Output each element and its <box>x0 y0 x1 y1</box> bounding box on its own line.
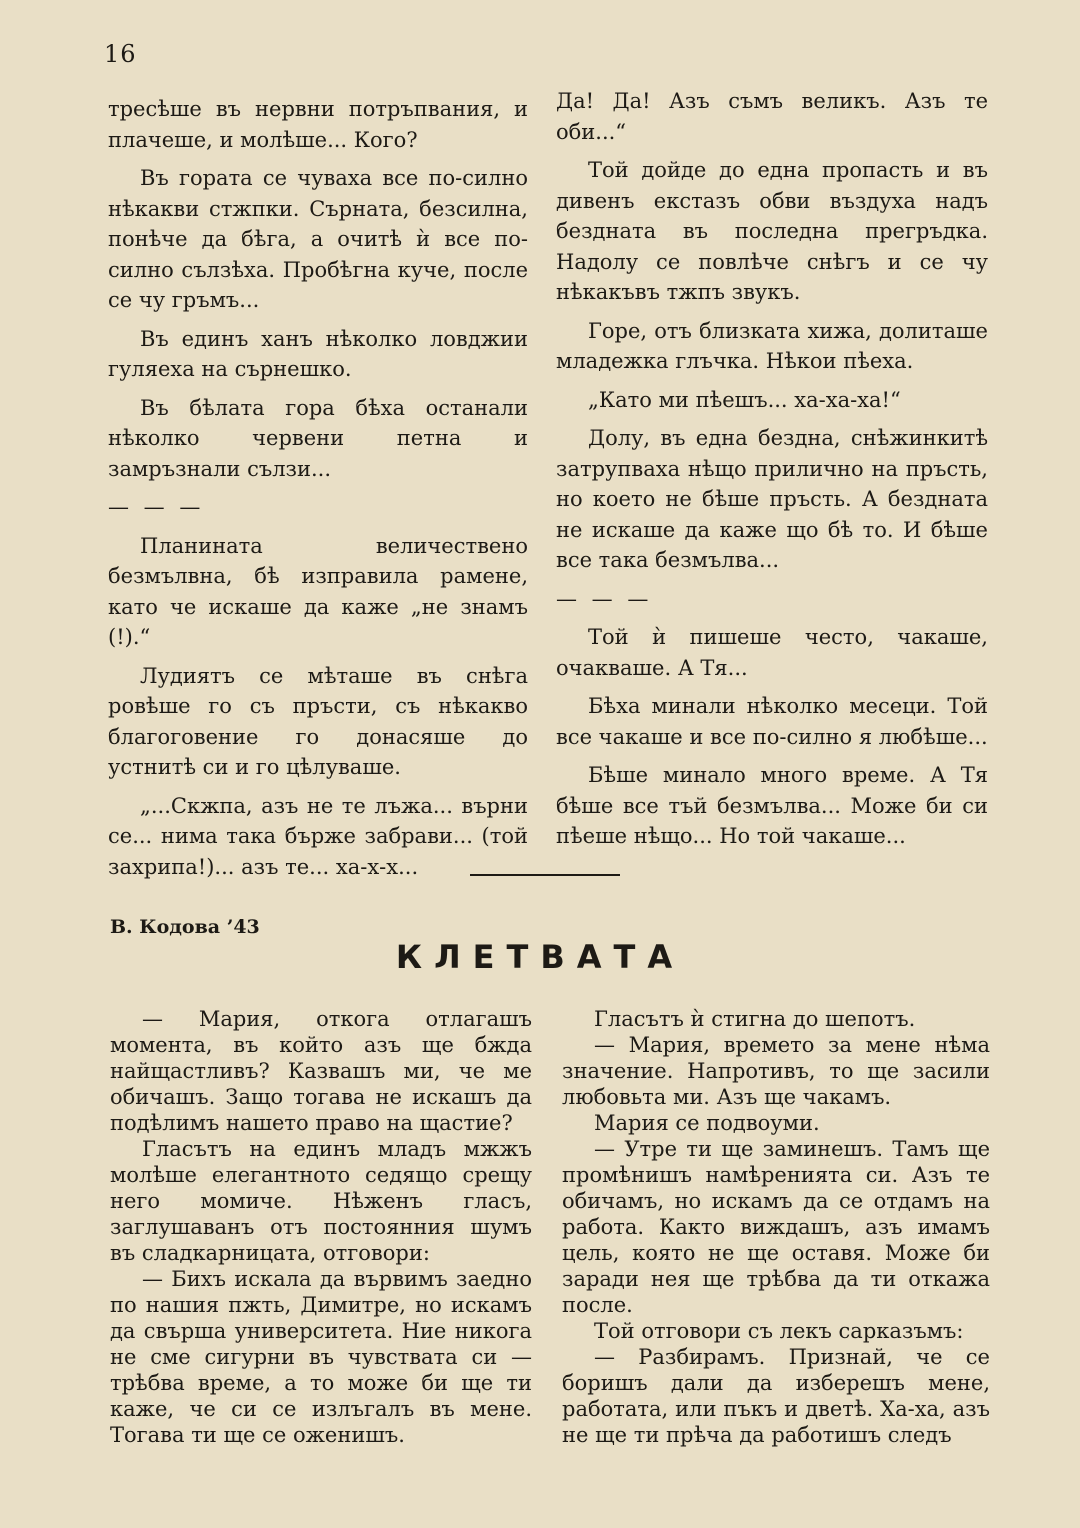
top-left-column <box>108 94 528 890</box>
paragraph: тресѣше въ нервни потръпвания, и плачеше, и молѣше... Кого? <box>108 97 528 152</box>
paragraph: Долу, въ една бездна, снѣжинкитѣ затрупваха нѣщо прилично на пръсть, но което не бѣше пръсть. А бездната не искаше да каже що бѣ то. И бѣше все така безмълва... <box>556 426 988 572</box>
bottom-left-column <box>110 1006 532 1448</box>
section-dashes: — — — <box>556 586 653 611</box>
paragraph: Въ единъ ханъ нѣколко ловджии гуляеха на сърнешко. <box>108 326 528 381</box>
paragraph: „...Скжпа, азъ не те лъжа... върни се... нима така бърже забрави... (той захрипа!)... азъ те... ха-х-х... <box>108 793 528 879</box>
paragraph: Въ гората се чуваха все по-силно нѣкакви стжпки. Сърната, безсилна, понѣче да бѣга, а очитѣ ѝ все по-силно сълзѣха. Пробѣгна куче, после се чу гръмъ... <box>108 166 528 312</box>
paragraph: Той ѝ пишеше често, чакаше, очакваше. А Тя... <box>556 625 988 680</box>
paragraph: Бѣше минало много време. А Тя бѣше все тъй безмълва... Може би си пѣеше нѣщо... Но той чакаше... <box>556 763 988 848</box>
section-dashes: — — — <box>108 495 205 519</box>
top-right-column <box>556 86 988 860</box>
paragraph: — Мария, откога отлагашъ момента, въ който азъ ще бжда найщастливъ? Казвашъ ми, че ме обичашъ. Защо тогава не искашъ да подѣлимъ нашето право на щастие? <box>110 1007 532 1135</box>
paragraph: „Като ми пѣешъ... ха-ха-ха!“ <box>588 387 901 412</box>
paragraph: Да! Да! Азъ съмъ великъ. Азъ те оби...“ <box>556 89 988 144</box>
paragraph: — Утре ти ще заминешъ. Тамъ ще промѣнишъ намѣренията си. Азъ те обичамъ, но искамъ да се отдамъ на работа. Както виждашъ, азъ имамъ цель, която не ще оставя. Може би заради нея ще трѣбва да ти откажа после. <box>562 1137 990 1317</box>
paragraph: Той дойде до една пропасть и въ дивенъ екстазъ обви въздуха надъ бездната въ последна прегръдка. Надолу се повлѣче снѣгъ и се чу нѣкакъвъ тжпъ звукъ. <box>556 158 988 304</box>
paragraph: Горе, отъ близката хижа, долиташе младежка глъчка. Нѣкои пѣеха. <box>556 318 988 373</box>
story-author: В. Кодова ’43 <box>110 916 260 938</box>
paragraph: Бѣха минали нѣколко месеци. Той все чакаше и все по-силно я любѣше... <box>556 694 988 749</box>
paragraph: Мария се подвоуми. <box>594 1111 820 1135</box>
paragraph: — Разбирамъ. Признай, че се боришъ дали да изберешъ мене, работата, или пъкъ и дветѣ. Ха-ха, азъ не ще ти прѣча да работишъ следъ <box>562 1345 990 1447</box>
paragraph: Той отговори съ лекъ сарказъмъ: <box>594 1319 964 1343</box>
paragraph: Гласътъ на единъ младъ мжжъ молѣше елегантното седящо срещу него момиче. Нѣженъ гласъ, заглушаванъ отъ постоянния шумъ въ сладкарницата, отговори: <box>110 1137 532 1265</box>
paragraph: — Бихъ искала да вървимъ заедно по нашия пжть, Димитре, но искамъ да свърша университета. Ние никога не сме сигурни въ чувствата си — трѣбва време, а то може би ще ти каже, че си се излъгалъ въ мене. Тогава ти ще се оженишъ. <box>110 1267 532 1447</box>
story-title: КЛЕТВАТА <box>395 938 685 976</box>
paragraph: Въ бѣлата гора бѣха останали нѣколко червени петна и замръзнали сълзи... <box>108 395 528 481</box>
paragraph: Гласътъ ѝ стигна до шепотъ. <box>594 1007 916 1031</box>
page-number: 16 <box>104 40 137 68</box>
paragraph: Лудиятъ се мѣташе въ снѣга ровѣше го съ пръсти, съ нѣкакво благоговение го донасяше до устнитѣ си и го цѣлуваше. <box>108 663 528 779</box>
paragraph: Планината величествено безмълвна, бѣ изправила рамене, като че искаше да каже „не знамъ (!).“ <box>108 533 528 649</box>
paragraph: — Мария, времето за мене нѣма значение. Напротивъ, то ще засили любовьта ми. Азъ ще чакамъ. <box>562 1033 990 1109</box>
section-separator-rule <box>470 874 620 876</box>
bottom-right-column <box>562 1006 990 1448</box>
